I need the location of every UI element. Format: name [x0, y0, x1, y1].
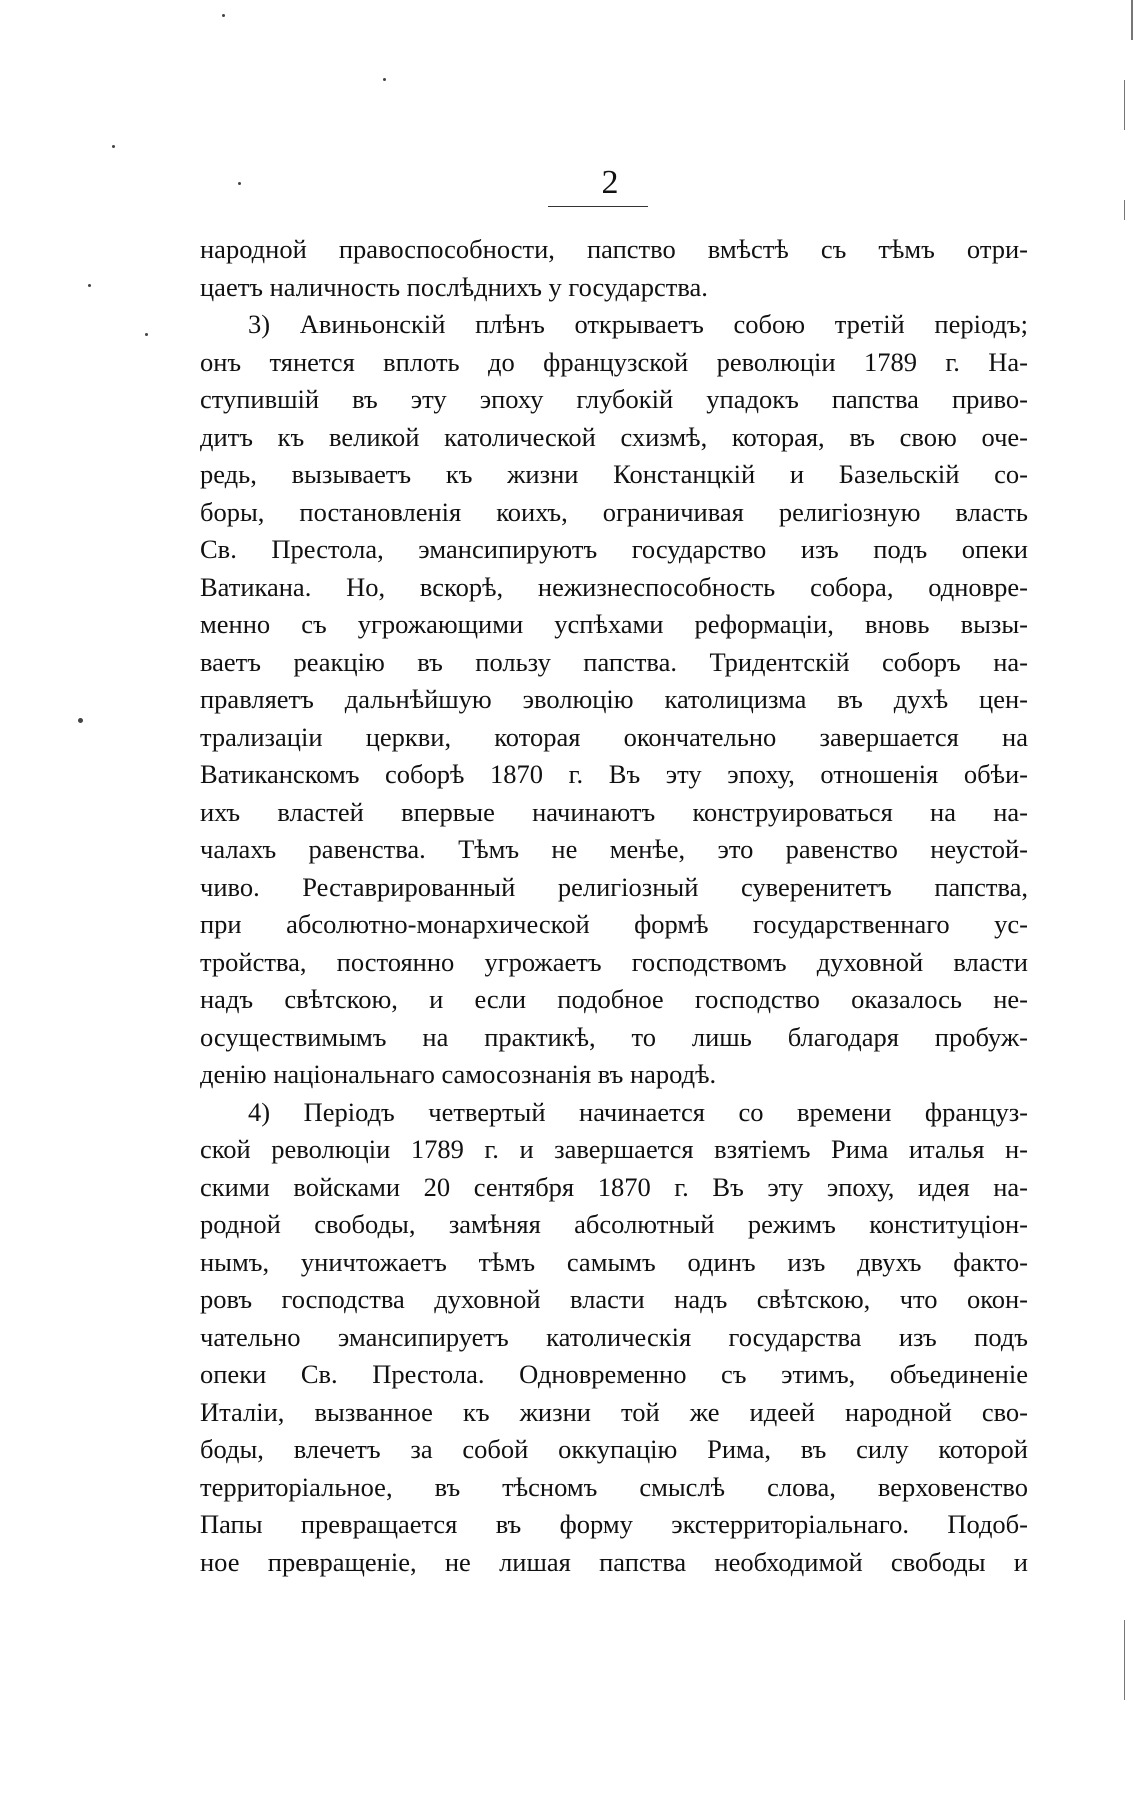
text-line: дитъ къ великой католической схизмѣ, которая, въ свою оче- [200, 421, 1028, 452]
text-line: редь, вызываетъ къ жизни Констанцкій и Базельскій со- [200, 459, 1028, 489]
scan-speck [238, 182, 241, 185]
text-line: народной правоспособности, папство вмѣстѣ съ тѣмъ отри- [200, 234, 1028, 264]
scan-edge [1124, 1620, 1125, 1700]
text-line: ровъ господства духовной власти надъ свѣтскою, что окон- [200, 1284, 1028, 1314]
text-line: территоріальное, въ тѣсномъ смыслѣ слова, верховенство [200, 1471, 1028, 1502]
text-line: Папы превращается въ форму экстерриторіальнаго. Подоб- [200, 1509, 1028, 1539]
text-line: тройства, постоянно угрожаетъ господствомъ духовной власти [200, 946, 1028, 977]
text-line: Св. Престола, эмансипируютъ государство изъ подъ опеки [200, 534, 1028, 564]
text-line: ное превращеніе, не лишая папства необходимой свободы и [200, 1546, 1028, 1577]
text-line: ской революціи 1789 г. и завершается взятіемъ Рима италья н- [200, 1134, 1028, 1164]
scan-speck [112, 145, 115, 148]
text-line: нымъ, уничтожаетъ тѣмъ самымъ одинъ изъ двухъ факто- [200, 1246, 1028, 1277]
scan-speck [383, 78, 386, 81]
scan-speck [88, 284, 91, 287]
text-line: Ватиканскомъ соборѣ 1870 г. Въ эту эпоху, отношенія обѣи- [200, 759, 1028, 789]
scan-edge [1131, 0, 1133, 40]
text-line: родной свободы, замѣняя абсолютный режимъ конституціон- [200, 1209, 1028, 1239]
text-line: чательно эмансипируетъ католическія государства изъ подъ [200, 1321, 1028, 1352]
text-line: надъ свѣтскою, и если подобное господство оказалось не- [200, 984, 1028, 1014]
text-line: скими войсками 20 сентября 1870 г. Въ эту эпоху, идея на- [200, 1171, 1028, 1202]
page-number: 2 [601, 164, 619, 201]
text-line: Италіи, вызванное къ жизни той же идеей народной сво- [200, 1396, 1028, 1427]
text-line: денію національнаго самосознанія въ народѣ. [200, 1059, 717, 1089]
scan-edge [1124, 80, 1125, 130]
text-line: цаетъ наличность послѣднихъ у государства. [200, 271, 708, 302]
text-line: ваетъ реакцію въ пользу папства. Тридентскій соборъ на- [200, 646, 1028, 677]
text-line: менно съ угрожающими успѣхами реформаціи, вновь вызы- [200, 609, 1028, 639]
text-line: опеки Св. Престола. Одновременно съ этимъ, объединеніе [200, 1359, 1028, 1389]
scan-speck [145, 333, 148, 336]
body-text [200, 231, 1028, 1581]
text-line: ихъ властей впервые начинаютъ конструироваться на на- [200, 796, 1028, 827]
text-line: трализаціи церкви, которая окончательно завершается на [200, 721, 1028, 752]
text-line: боды, влечетъ за собой оккупацію Рима, въ силу которой [200, 1434, 1028, 1464]
page-number-underline [548, 206, 648, 207]
text-line: чиво. Реставрированный религіозный суверенитетъ папства, [200, 871, 1028, 902]
text-line: 4) Періодъ четвертый начинается со времени француз- [248, 1096, 1028, 1127]
text-line: ступившій въ эту эпоху глубокій упадокъ папства приво- [200, 384, 1028, 414]
text-line: при абсолютно-монархической формѣ государственнаго ус- [200, 909, 1028, 939]
scan-edge [1124, 200, 1125, 220]
text-line: осуществимымъ на практикѣ, то лишь благодаря пробуж- [200, 1021, 1028, 1052]
text-line: Ватикана. Но, вскорѣ, нежизнеспособность собора, одновре- [200, 571, 1028, 602]
text-line: 3) Авиньонскій плѣнъ открываетъ собою третій періодъ; [248, 309, 1028, 339]
text-line: боры, постановленія коихъ, ограничивая религіозную власть [200, 496, 1028, 527]
scan-speck [78, 718, 83, 723]
scan-speck [222, 14, 225, 17]
text-line: онъ тянется вплоть до французской революціи 1789 г. На- [200, 346, 1028, 377]
text-line: чалахъ равенства. Тѣмъ не менѣе, это равенство неустой- [200, 834, 1028, 864]
text-line: правляетъ дальнѣйшую эволюцію католицизма въ духѣ цен- [200, 684, 1028, 714]
